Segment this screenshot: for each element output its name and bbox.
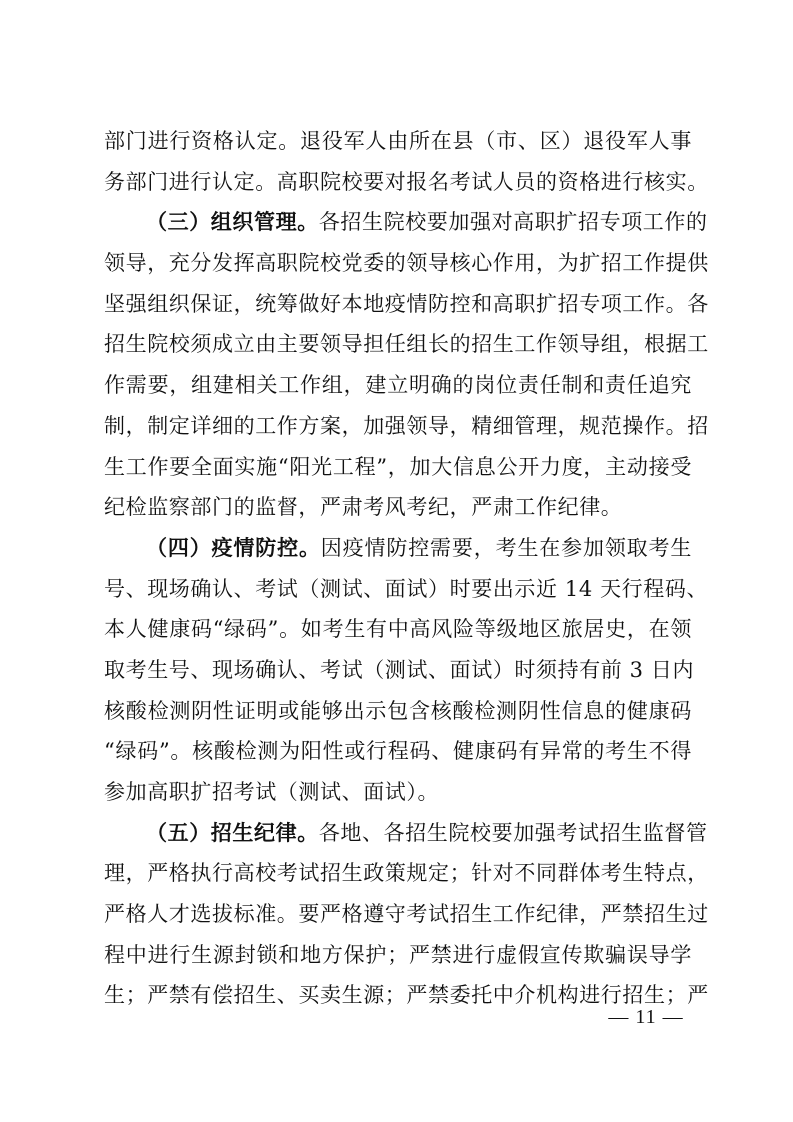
text-line (104, 853, 709, 894)
text-line (104, 894, 709, 935)
line-text: 各招生院校要加强对高职扩招专项工作的 (318, 210, 708, 235)
line-text: 本人健康码“绿码”。如考生有中高风险等级地区旅居史，在领 (104, 617, 692, 642)
text-line (104, 447, 692, 488)
section-heading-line (104, 813, 708, 854)
section-heading-line (104, 528, 692, 569)
text-line (104, 162, 709, 203)
line-text: 参加高职扩招考试（测试、面试）。 (104, 780, 440, 804)
line-text: 务部门进行认定。高职院校要对报名考试人员的资格进行核实。 (104, 169, 709, 194)
text-line (104, 324, 709, 365)
line-text: 核酸检测阴性证明或能够出示包含核酸检测阴性信息的健康码 (104, 698, 692, 723)
section-heading-line (104, 202, 708, 243)
text-line (104, 121, 692, 162)
section-heading: （五）招生纪律。 (146, 819, 319, 845)
line-text: 作需要，组建相关工作组，建立明确的岗位责任制和责任追究 (104, 373, 692, 398)
line-text: 生；严禁有偿招生、买卖生源；严禁委托中介机构进行招生；严 (104, 983, 709, 1008)
line-text: 各地、各招生院校要加强考试招生监督管 (318, 820, 708, 845)
section-heading: （三）组织管理。 (146, 209, 319, 235)
text-line (104, 284, 709, 325)
text-line (104, 487, 692, 528)
line-text: 制，制定详细的工作方案，加强领导，精细管理，规范操作。招 (104, 413, 709, 438)
text-line (104, 691, 692, 732)
text-line (104, 609, 692, 650)
line-text: 严格人才选拔标准。要严格遵守考试招生工作纪律，严禁招生过 (104, 902, 709, 927)
text-line (104, 650, 695, 691)
line-text: 领导，充分发挥高职院校党委的领导核心作用，为扩招工作提供 (104, 251, 709, 276)
line-text: 招生院校须成立由主要领导担任组长的招生工作领导组，根据工 (104, 332, 709, 357)
text-line (104, 935, 692, 976)
line-text: 纪检监察部门的监督，严肃考风考纪，严肃工作纪律。 (104, 495, 623, 520)
line-text: 生工作要全面实施“阳光工程”，加大信息公开力度，主动接受 (104, 454, 692, 479)
line-text: “绿码”。核酸检测为阳性或行程码、健康码有异常的考生不得 (104, 739, 692, 764)
text-line (104, 406, 709, 447)
line-text: 因疫情防控需要，考生在参加领取考生 (320, 535, 692, 560)
body-text (104, 121, 709, 1016)
line-text: 程中进行生源封锁和地方保护；严禁进行虚假宣传欺骗误导学 (104, 942, 692, 967)
line-text: 部门进行资格认定。退役军人由所在县（市、区）退役军人事 (104, 129, 692, 153)
line-text: 取考生号、现场确认、考试（测试、面试）时须持有前 3 日内 (104, 657, 695, 682)
text-line (104, 243, 709, 284)
page-number: — 11 — (608, 1006, 684, 1028)
text-line (104, 731, 692, 772)
text-line (104, 569, 709, 610)
line-text: 理，严格执行高校考试招生政策规定；针对不同群体考生特点， (104, 861, 709, 886)
text-line (104, 772, 692, 813)
section-heading: （四）疫情防控。 (146, 534, 321, 560)
text-line (104, 365, 692, 406)
line-text: 号、现场确认、考试（测试、面试）时要出示近 14 天行程码、 (104, 576, 709, 601)
line-text: 坚强组织保证，统筹做好本地疫情防控和高职扩招专项工作。各 (104, 291, 709, 316)
